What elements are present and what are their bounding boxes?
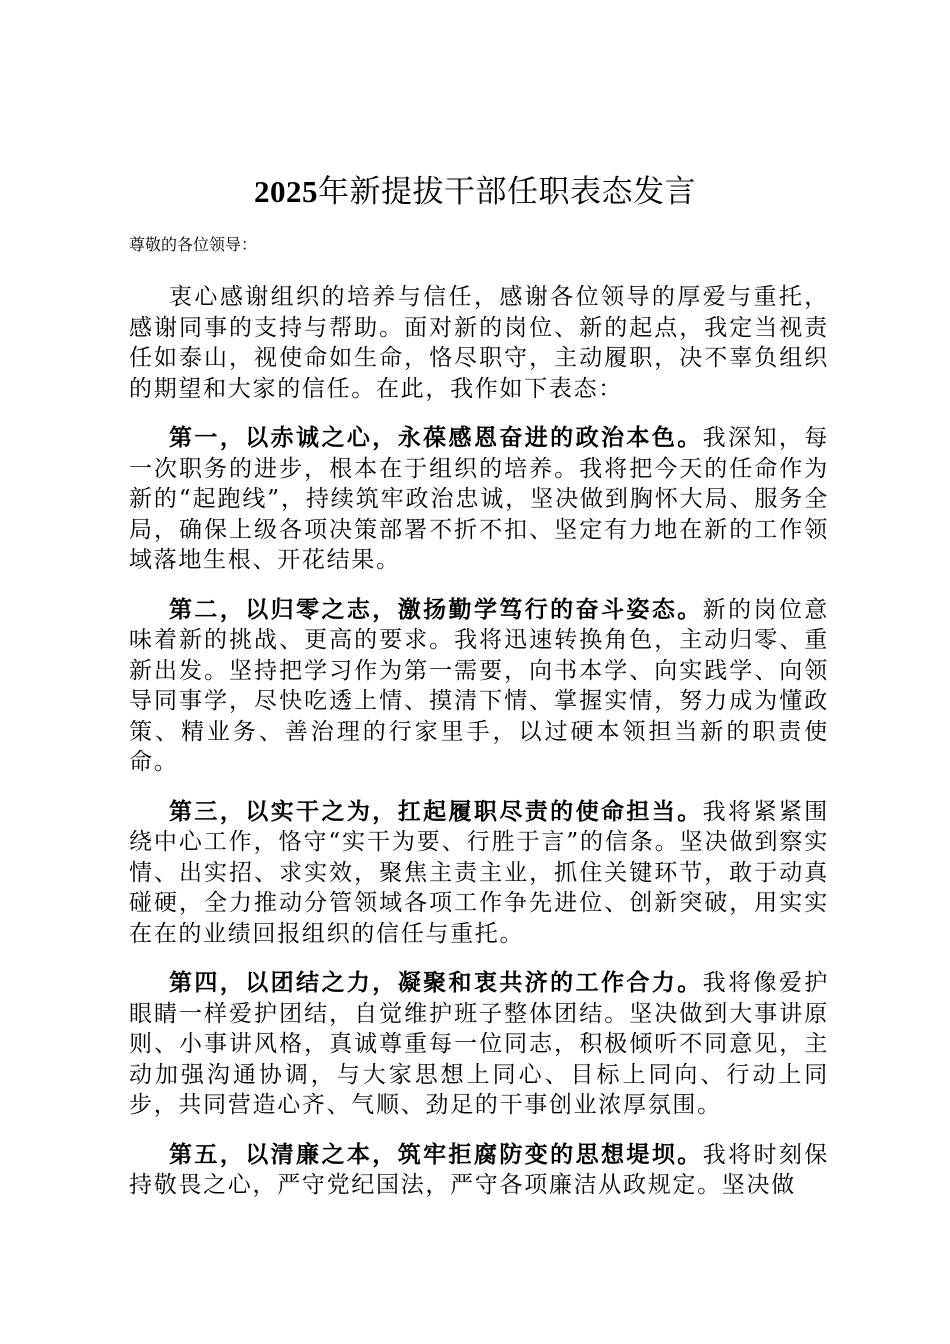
- paragraph-lead: 第一，以赤诚之心，永葆感恩奋进的政治本色。: [169, 424, 703, 451]
- paragraph-point-4: [129, 968, 829, 1121]
- salutation: 尊敬的各位领导：: [129, 235, 258, 254]
- paragraph-text: 我将时刻保持敬畏之心，严守党纪国法，严守各项廉洁从政规定。坚决做: [129, 1141, 830, 1198]
- paragraph-lead: 第二，以归零之志，激扬勤学笃行的奋斗姿态。: [169, 595, 703, 623]
- paragraph-lead: 第五，以清廉之本，筑牢拒腐防变的思想堤坝。: [169, 1140, 703, 1168]
- title-text: 年新提拔干部任职表态发言: [318, 174, 696, 210]
- paragraph-lead: 第四，以团结之力，凝聚和衷共济的工作合力。: [169, 969, 703, 996]
- paragraph-text: 我将紧紧围绕中心工作，恪守“实干为要、行胜于言”的信条。坚决做到察实情、出实招、求实效，聚焦主责主业，抓住关键环节，敢于动真碰硬，全力推动分管领域各项工作争先进位、创新突破，用实实在在的业绩回报组织的信任与重托。: [129, 798, 830, 947]
- paragraph-point-5: [129, 1140, 829, 1201]
- paragraph-lead: 第三，以实干之为，扛起履职尽责的使命担当。: [169, 797, 703, 825]
- paragraph-point-2: [129, 595, 829, 778]
- paragraph-text: 我深知，每一次职务的进步，根本在于组织的培养。我将把今天的任命作为新的“起跑线”，持续筑牢政治忠诚，坚决做到胸怀大局、服务全局，确保上级各项决策部署不折不扣、坚定有力地在新的工作领域落地生根、开花结果。: [129, 425, 830, 573]
- paragraph-text: 衷心感谢组织的培养与信任，感谢各位领导的厚爱与重托，感谢同事的支持与帮助。面对新的岗位、新的起点，我定当视责任如泰山，视使命如生命，恪尽职守，主动履职，决不辜负组织的期望和大家的信任。在此，我作如下表态：: [129, 284, 829, 402]
- title-year: 2025: [254, 174, 318, 209]
- document-title: [0, 170, 950, 214]
- paragraph-text: 新的岗位意味着新的挑战、更高的要求。我将迅速转换角色，主动归零、重新出发。坚持把学习作为第一需要，向书本学、向实践学、向领导同事学，尽快吃透上情、摸清下情、掌握实情，努力成为懂政策、精业务、善治理的行家里手，以过硬本领担当新的职责使命。: [129, 596, 830, 775]
- paragraph-text: 我将像爱护眼睛一样爱护团结，自觉维护班子整体团结。坚决做到大事讲原则、小事讲风格，真诚尊重每一位同志，积极倾听不同意见，主动加强沟通协调，与大家思想上同心、目标上同向、行动上同步，共同营造心齐、气顺、劲足的干事创业浓厚氛围。: [129, 970, 830, 1118]
- document-body: [129, 282, 829, 1220]
- paragraph-point-1: [129, 423, 829, 576]
- paragraph-point-3: [129, 797, 829, 950]
- paragraph-intro: [129, 282, 829, 404]
